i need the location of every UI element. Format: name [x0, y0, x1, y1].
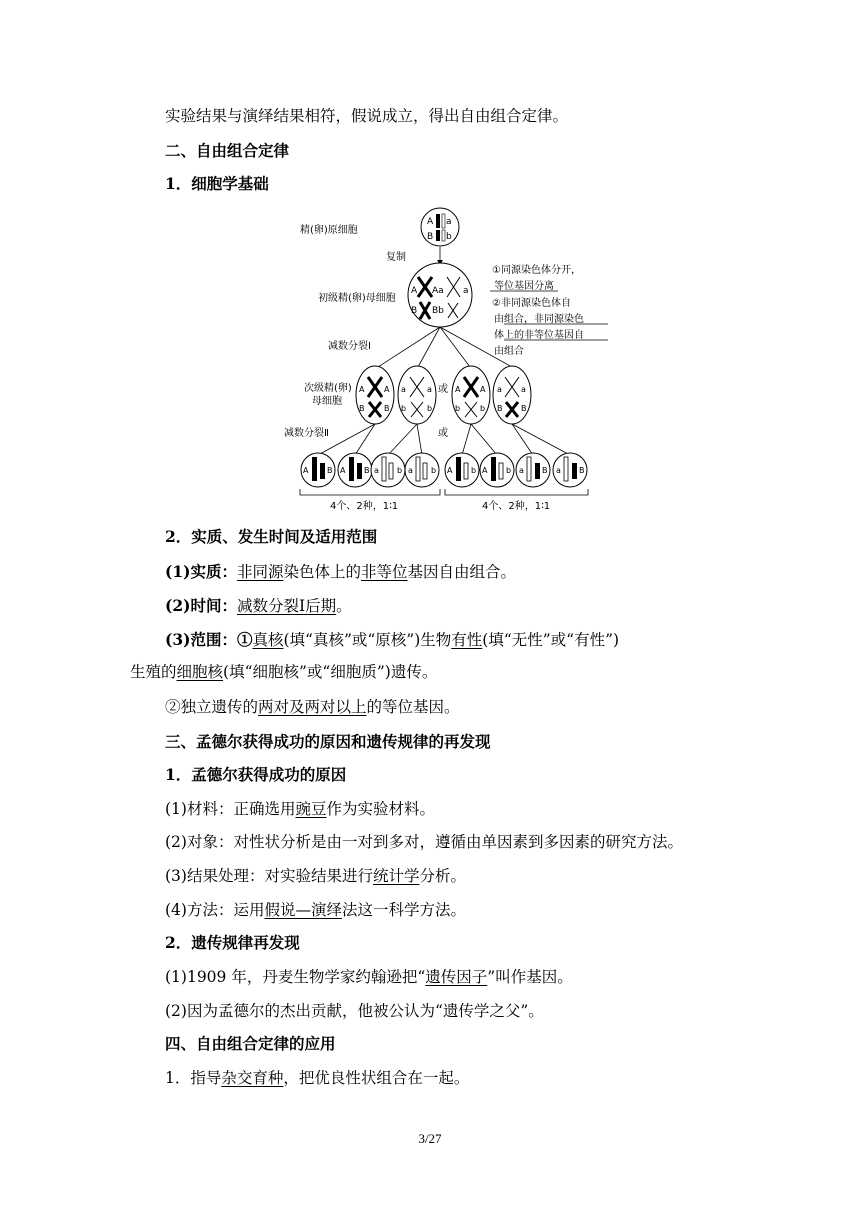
svg-text:a: a: [408, 466, 413, 475]
time-line: (2)时间：减数分裂Ⅰ后期。: [165, 596, 352, 615]
svg-text:B: B: [497, 404, 503, 413]
svg-text:b: b: [480, 404, 486, 413]
scope-line-cont: 生殖的细胞核(填“细胞核”或“细胞质”)遗传。: [130, 663, 438, 681]
svg-text:A: A: [480, 385, 486, 394]
material-line: (1)材料：正确选用豌豆作为实验材料。: [165, 800, 435, 818]
label-or-2: 或: [438, 428, 448, 439]
svg-text:A: A: [359, 385, 365, 394]
svg-text:a: a: [519, 466, 524, 475]
svg-text:b: b: [455, 404, 461, 413]
svg-text:B: B: [327, 466, 333, 475]
svg-text:a: a: [463, 286, 469, 296]
meiosis-diagram: [284, 205, 620, 515]
label-secondary-1: 次级精(卵): [304, 383, 352, 394]
svg-text:A: A: [427, 217, 434, 227]
section-3-title: 三、孟德尔获得成功的原因和遗传规律的再发现: [165, 732, 491, 751]
essence-label: (1)实质：: [165, 562, 237, 581]
note-2: 等位基因分离: [494, 281, 554, 292]
count-right: 4个、2种，1∶1: [482, 501, 551, 512]
rediscovery-line-1: (1)1909 年，丹麦生物学家约翰逊把“遗传因子”叫作基因。: [165, 968, 573, 986]
svg-text:A: A: [340, 466, 346, 475]
section-3-sub1: 1．孟德尔获得成功的原因: [165, 765, 347, 784]
svg-text:b: b: [401, 404, 407, 413]
svg-text:A: A: [384, 385, 390, 394]
section-4-title: 四、自由组合定律的应用: [165, 1034, 336, 1053]
section-2-sub1: 1．细胞学基础: [165, 174, 269, 193]
answer-eukaryote: 真核: [252, 631, 284, 649]
label-meiosis2: 减数分裂Ⅱ: [284, 428, 329, 439]
svg-text:B: B: [384, 404, 390, 413]
scope-line: (3)范围：①真核(填“真核”或“原核”)生物有性(填“无性”或“有性”): [165, 630, 620, 649]
label-secondary-2: 母细胞: [312, 396, 342, 407]
note-1: ①同源染色体分开，: [492, 265, 581, 276]
answer-two-or-more-pairs: 两对及两对以上: [258, 698, 367, 716]
svg-text:B: B: [427, 232, 434, 242]
note-5: 体上的非等位基因自: [494, 330, 584, 341]
label-copy: 复制: [386, 252, 406, 263]
answer-non-homologous: 非同源: [236, 563, 284, 581]
svg-text:A: A: [447, 466, 453, 475]
svg-text:b: b: [431, 466, 437, 475]
label-primary: 初级精(卵)母细胞: [318, 293, 396, 304]
svg-text:Bb: Bb: [432, 306, 444, 316]
label-precell: 精(卵)原细胞: [300, 225, 358, 236]
svg-text:a: a: [497, 385, 502, 394]
answer-non-allelic: 非等位: [360, 563, 408, 581]
note-6: 由组合: [494, 346, 524, 357]
answer-nucleus: 细胞核: [176, 663, 224, 681]
answer-statistics: 统计学: [372, 867, 420, 885]
svg-text:a: a: [446, 217, 452, 227]
svg-text:b: b: [506, 466, 512, 475]
svg-text:b: b: [471, 466, 477, 475]
svg-text:B: B: [579, 466, 585, 475]
svg-text:a: a: [401, 385, 406, 394]
svg-text:a: a: [521, 385, 526, 394]
svg-text:B: B: [359, 404, 365, 413]
time-label: (2)时间：: [165, 596, 237, 615]
svg-text:a: a: [374, 466, 379, 475]
page-number: 3/27: [418, 1131, 442, 1146]
application-line: 1．指导杂交育种，把优良性状组合在一起。: [165, 1069, 470, 1087]
label-or-1: 或: [438, 384, 448, 395]
essence-line: (1)实质：非同源染色体上的非等位基因自由组合。: [165, 562, 517, 581]
svg-text:Aa: Aa: [432, 286, 444, 296]
label-meiosis1: 减数分裂Ⅰ: [328, 341, 371, 352]
note-3: ②非同源染色体自: [492, 298, 571, 309]
result-line: (3)结果处理：对实验结果进行统计学分析。: [165, 867, 466, 885]
object-line: (2)对象：对性状分析是由一对到多对，遵循由单因素到多因素的研究方法。: [165, 833, 683, 851]
scope-line-2: ②独立遗传的两对及两对以上的等位基因。: [165, 698, 460, 716]
svg-text:B: B: [542, 466, 548, 475]
svg-text:A: A: [482, 466, 488, 475]
count-left: 4个、2种，1∶1: [330, 501, 399, 512]
svg-text:B: B: [364, 466, 370, 475]
answer-hypothesis-deduction: 假说—演绎: [264, 901, 342, 919]
rediscovery-line-2: (2)因为孟德尔的杰出贡献，他被公认为“遗传学之父”。: [165, 1002, 544, 1020]
answer-anaphase-1: 减数分裂Ⅰ后期: [236, 597, 337, 615]
note-4: 由组合，非同源染色: [494, 314, 584, 325]
answer-sexual: 有性: [451, 631, 483, 649]
section-2-title: 二、自由组合定律: [165, 141, 290, 160]
answer-cross-breeding: 杂交育种: [221, 1069, 284, 1087]
svg-text:b: b: [446, 232, 452, 242]
svg-text:b: b: [427, 404, 433, 413]
svg-text:A: A: [455, 385, 461, 394]
svg-text:A: A: [303, 466, 309, 475]
answer-genetic-factor: 遗传因子: [425, 968, 488, 986]
scope-label: (3)范围：①: [165, 630, 253, 649]
svg-text:B: B: [521, 404, 527, 413]
answer-pea: 豌豆: [295, 800, 327, 818]
svg-text:B: B: [411, 306, 418, 316]
svg-text:A: A: [411, 286, 418, 296]
svg-text:a: a: [556, 466, 561, 475]
section-2-sub2: 2．实质、发生时间及适用范围: [165, 527, 378, 546]
method-line: (4)方法：运用假说—演绎法这一科学方法。: [165, 901, 466, 919]
section-3-sub2: 2．遗传规律再发现: [165, 933, 300, 952]
svg-text:b: b: [397, 466, 403, 475]
intro-line: 实验结果与演绎结果相符，假说成立，得出自由组合定律。: [165, 107, 569, 125]
svg-text:a: a: [427, 385, 432, 394]
